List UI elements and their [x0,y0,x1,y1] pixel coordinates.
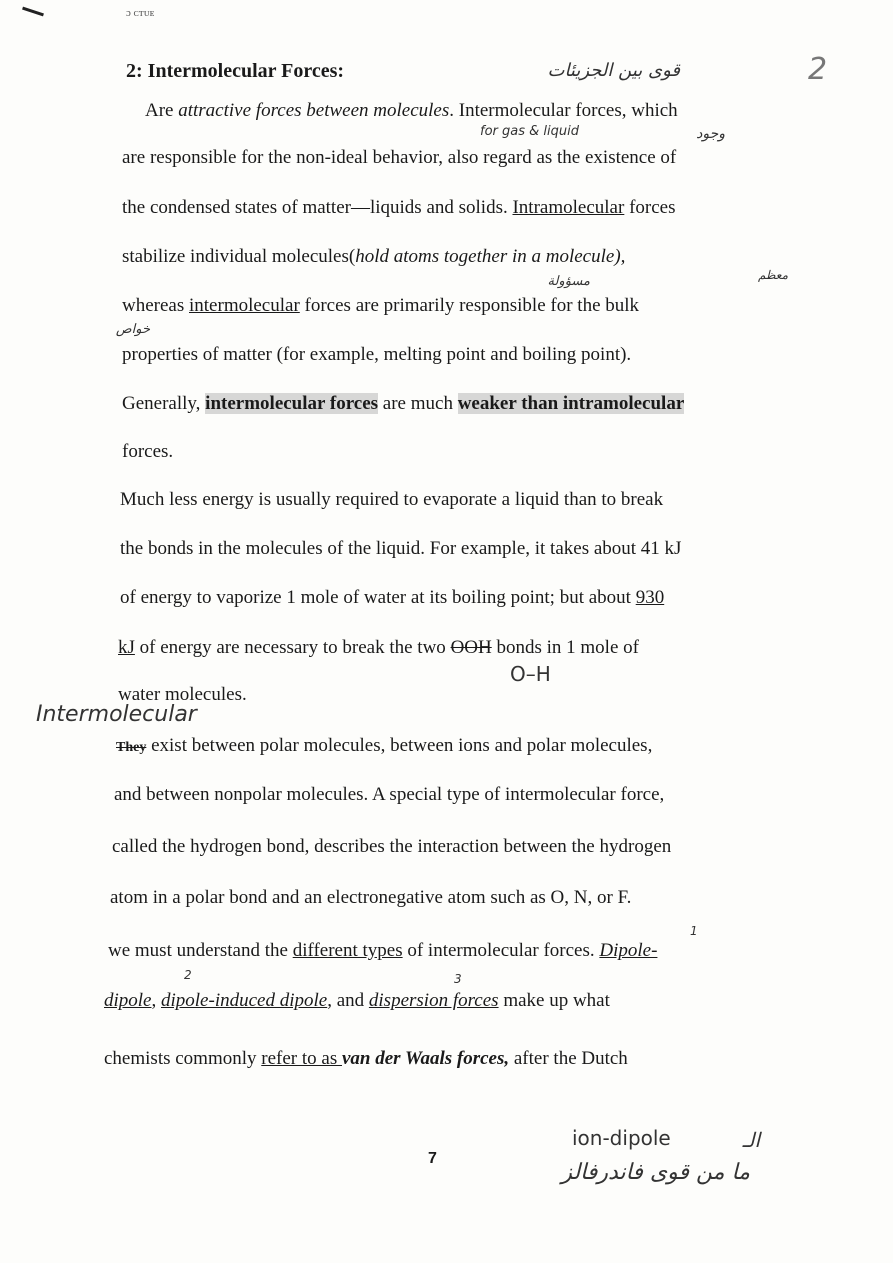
note-oh-bond: O–H [510,662,551,686]
p3-line3: called the hydrogen bond, describes the interaction between the hydrogen [112,836,672,857]
note-number-3: 3 [454,972,462,986]
scan-mark [22,7,44,17]
note-intermolecular-margin: Intermolecular [36,702,197,727]
note-number-2: 2 [184,968,192,982]
p2-line1: Much less energy is usually required to evaporate a liquid than to break [120,489,664,510]
p2-line5: water molecules. [118,684,247,705]
p1-line6: properties of matter (for example, melting point and boiling point). [122,344,632,365]
p4-line1: we must understand the different types of intermolecular forces. Dipole- [108,940,658,961]
p4-line3: chemists commonly refer to as van der Waals forces, after the Dutch [104,1048,628,1069]
p1-line4: stabilize individual molecules(hold atoms together in a molecule), [122,246,626,267]
p1-line3: the condensed states of matter—liquids and solids. Intramolecular forces [122,197,676,218]
header-scrap: ɔ ᴄᴛᴜᴇ [126,7,155,19]
p2-line4: kJ of energy are necessary to break the two OOH bonds in 1 mole of [118,637,639,658]
p1-line8: forces. [122,441,174,462]
note-arabic-responsible: مسؤولة [547,274,590,289]
note-arabic-bulk: معظم [757,268,788,282]
p2-line3: of energy to vaporize 1 mole of water at its boiling point; but about 930 [120,587,665,608]
note-arabic-existence: وجود [696,126,725,142]
note-arabic-van-der-waals: ما من قوى فاندرفالز [561,1160,750,1185]
page-number: 7 [428,1150,437,1167]
page-title: 2: Intermolecular Forces: [126,60,345,82]
corner-page-mark: 2 [808,52,828,87]
p1-line2: are responsible for the non-ideal behavior, also regard as the existence of [122,147,677,168]
note-number-1: 1 [690,924,698,938]
p1-line1: Are attractive forces between molecules. Intermolecular forces, which [145,100,678,121]
p3-line2: and between nonpolar molecules. A special type of intermolecular force, [114,784,665,805]
note-arabic-properties: خواص [115,322,150,337]
arabic-heading-note: قوى بين الجزيئات [547,60,680,81]
p3-line4: atom in a polar bond and an electronegative atom such as O, N, or F. [110,887,632,908]
p2-line2: the bonds in the molecules of the liquid. For example, it takes about 41 kJ [120,538,682,559]
p4-line2: dipole, dipole-induced dipole, and dispersion forces make up what [104,990,610,1011]
p1-line7: Generally, intermolecular forces are much weaker than intramolecular [122,393,685,414]
note-for-gas-liquid: for gas & liquid [480,124,579,139]
note-ion-dipole: ion-dipole [572,1126,671,1150]
p1-line5: whereas intermolecular forces are primarily responsible for the bulk [122,295,640,316]
p3-line1: They exist between polar molecules, between ions and polar molecules, [116,735,653,756]
note-arabic-al: الـ [742,1128,760,1152]
